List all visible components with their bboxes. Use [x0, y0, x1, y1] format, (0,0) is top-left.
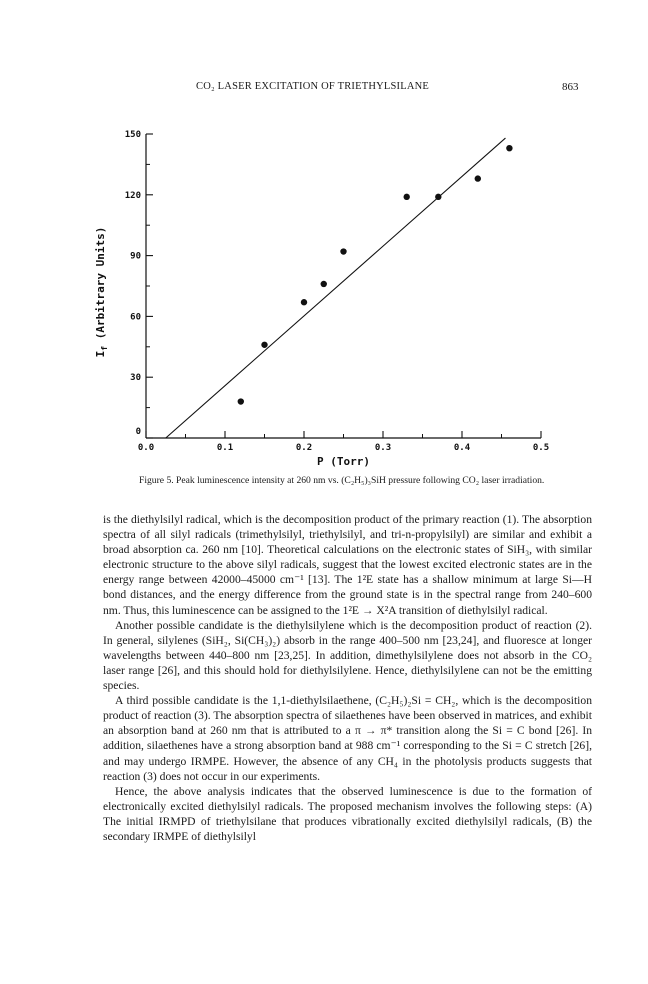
paragraph: A third possible candidate is the 1,1-diethylsilaethene, (C₂H₅)₂Si = CH₂, which is the decomposition product of reaction (3). The absorption spectra of silaethenes have been observed in matrices, and exhibit an absorption band at 260 nm that is attributed to a π → π* transition along the Si = C bond [26]. In addition, silaethenes have a strong absorption band at 988 cm⁻¹ corresponding to the Si = C stretch [26], and may undergo IRMPE. However, the absence of any CH₄ in the photolysis products suggests that reaction (3) does not occur in our experiments.: [103, 694, 592, 783]
x-axis-label: P (Torr): [317, 455, 370, 468]
fit-line-group: [166, 138, 506, 438]
data-point: [404, 194, 410, 200]
figure-caption: Figure 5. Peak luminescence intensity at 260 nm vs. (C₂H₅)₃SiH pressure following CO₂ laser irradiation.: [139, 475, 545, 486]
paragraph: Hence, the above analysis indicates that the observed luminescence is due to the formation of electronically excited diethylsilyl radicals. The proposed mechanism involves the following steps: (A) The initial IRMPD of triethylsilane that produces vibrationally excited diethylsilyl radicals, (B) the secondary IRMPE of diethylsilyl: [103, 784, 592, 843]
data-point: [261, 342, 267, 348]
data-point: [301, 299, 307, 305]
chart-ticks: [125, 130, 549, 453]
chart-axes: [146, 134, 541, 438]
x-tick-label: 0.2: [295, 443, 313, 453]
x-tick-label: 0.1: [216, 443, 234, 453]
y-axis-label: $I_f$ (Arbitrary Units): [94, 226, 109, 358]
data-point: [435, 194, 441, 200]
y-tick-label: 30: [130, 373, 141, 384]
y-tick-label: 0: [135, 427, 141, 437]
data-point: [321, 281, 327, 287]
running-head: [0, 81, 648, 97]
x-tick-label: 0.0: [137, 443, 155, 453]
paragraph: Another possible candidate is the diethylsilylene which is the decomposition product of reaction (2). In general, silylenes (SiH₂, Si(CH₃)₂) absorb in the range 400–500 nm [23,24], and fluoresce at longer wavelengths between 440–800 nm [23,25]. In addition, dimethylsilylene does not absorb in the CO₂ laser range [26], and this should hold for diethylsilylene. Hence, diethylsilylene can not be the emitting species.: [103, 618, 592, 693]
scatter-chart: [0, 118, 648, 478]
y-tick-label: 90: [130, 251, 141, 262]
x-tick-label: 0.4: [453, 443, 471, 453]
x-tick-label: 0.5: [532, 443, 550, 453]
data-point: [506, 145, 512, 151]
data-points: [238, 145, 513, 405]
figure-5: [0, 118, 648, 478]
data-point: [238, 398, 244, 404]
data-point: [340, 248, 346, 254]
y-tick-label: 150: [124, 130, 141, 140]
paragraph: is the diethylsilyl radical, which is the decomposition product of the primary reaction (1). The absorption spectra of all silyl radicals (trimethylsilyl, triethylsilyl, and tri-n-propylsilyl) are similar and exhibit a broad absorption ca. 260 nm [10]. Theoretical calculations on the electronic states of SiH₃, with similar electronic structure to the above silyl radicals, suggest that the lowest excited electronic states are in the energy range between 42000–45000 cm⁻¹ [13]. The 1²E state has a shallow minimum at large Si—H bond distances, and the energy difference from the ground state is in the spectral range from 240–600 nm. Thus, this luminescence can be assigned to the 1²E → X²A transition of diethylsilyl radical.: [103, 513, 592, 617]
x-tick-label: 0.3: [374, 443, 392, 453]
data-point: [475, 175, 481, 181]
page-number: 863: [562, 81, 579, 93]
y-tick-label: 60: [130, 312, 141, 323]
fit-line: [166, 138, 506, 438]
running-title: CO₂ LASER EXCITATION OF TRIETHYLSILANE: [196, 81, 430, 92]
y-tick-label: 120: [124, 190, 141, 201]
body-text: [103, 512, 592, 844]
